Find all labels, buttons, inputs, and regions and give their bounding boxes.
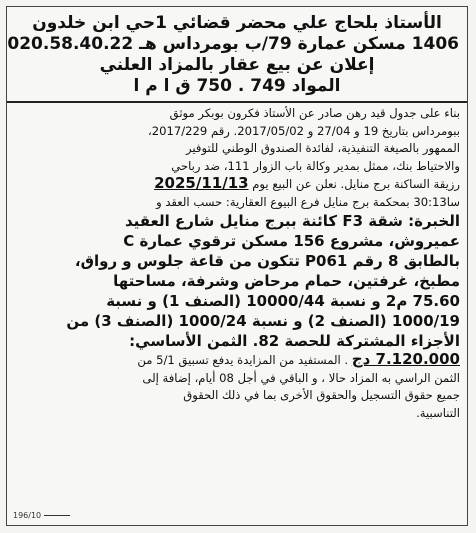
- body-line: سا30:13 بمحكمة برج منايل فرع البيوع العقارية: حسب العقد و: [156, 194, 460, 209]
- notice-body: [7, 105, 467, 422]
- property-line: عميروش، مشروع 156 مسكن ترقوي عمارة C: [123, 232, 460, 250]
- body-line: جميع حقوق التسجيل والحقوق الأخرى بما في ذلك الحقوق: [183, 388, 460, 402]
- body-line: التناسبية.: [416, 405, 460, 420]
- auction-notice: [6, 6, 468, 526]
- bailiff-address-line: 1406 مسكن عمارة 79/ب بومرداس هـ 020.58.40.22: [7, 34, 459, 54]
- property-line: بالطابق 8 رقم P061 تتكون من قاعة جلوس و رواق،: [74, 252, 460, 270]
- body-line: الممهور بالصيغة التنفيذية، لفائدة الصندوق الوطني للتوفير: [186, 141, 460, 155]
- property-line: الخبرة: شقة F3 كائنة ببرج منايل شارع العقيد: [124, 212, 460, 230]
- notice-header: [7, 7, 467, 101]
- bailiff-name-line: الأستاذ بلحاج علي محضر قضائي 1حي ابن خلدون: [32, 13, 442, 33]
- property-line: 75.60 م2 و نسبة 10000/44 (الصنف 1) و نسبة: [106, 292, 460, 310]
- notice-title: إعلان عن بيع عقار بالمزاد العلني: [99, 55, 375, 75]
- body-line: ببومرداس بتاريخ 19 و 27/04 و 2017/05/02. رقم 2017/229،: [148, 123, 460, 138]
- body-line: الثمن الراسي به المزاد حالا ، و الباقي في أجل 08 أيام، إضافة إلى: [142, 370, 460, 385]
- property-line: مطبخ، غرفتين، حمام مرحاض وشرفة، مساحتها: [113, 272, 460, 290]
- notice-reference: [13, 511, 70, 520]
- body-line: [14, 351, 460, 370]
- sale-intro: رزيقة الساكنة برج منايل. نعلن عن البيع يوم: [252, 177, 460, 191]
- body-line: بناء على جدول قيد رهن صادر عن الأستاذ فكرون بوبكر موثق: [169, 106, 460, 120]
- base-price: 7.120.000 دج: [351, 351, 460, 368]
- header-divider: [7, 101, 467, 103]
- legal-articles: المواد 749 . 750 ق ا م ا: [133, 76, 341, 96]
- body-line: [14, 175, 460, 194]
- body-line: والاحتياط بنك، ممثل بمدير وكالة باب الزوار 111، ضد رباحي: [171, 158, 460, 173]
- deposit-terms: . المستفيد من المزايدة يدفع تسبيق 5/1 من: [137, 353, 349, 367]
- sale-date: 2025/11/13: [154, 175, 249, 192]
- reference-rule: [44, 515, 70, 516]
- property-line: الأجزاء المشتركة للحصة 82. الثمن الأساسي:: [129, 332, 460, 350]
- property-line: 1000/19 (الصنف 2) و نسبة 1000/24 (الصنف 3) من: [66, 312, 460, 330]
- reference-number: 196/10: [13, 511, 42, 520]
